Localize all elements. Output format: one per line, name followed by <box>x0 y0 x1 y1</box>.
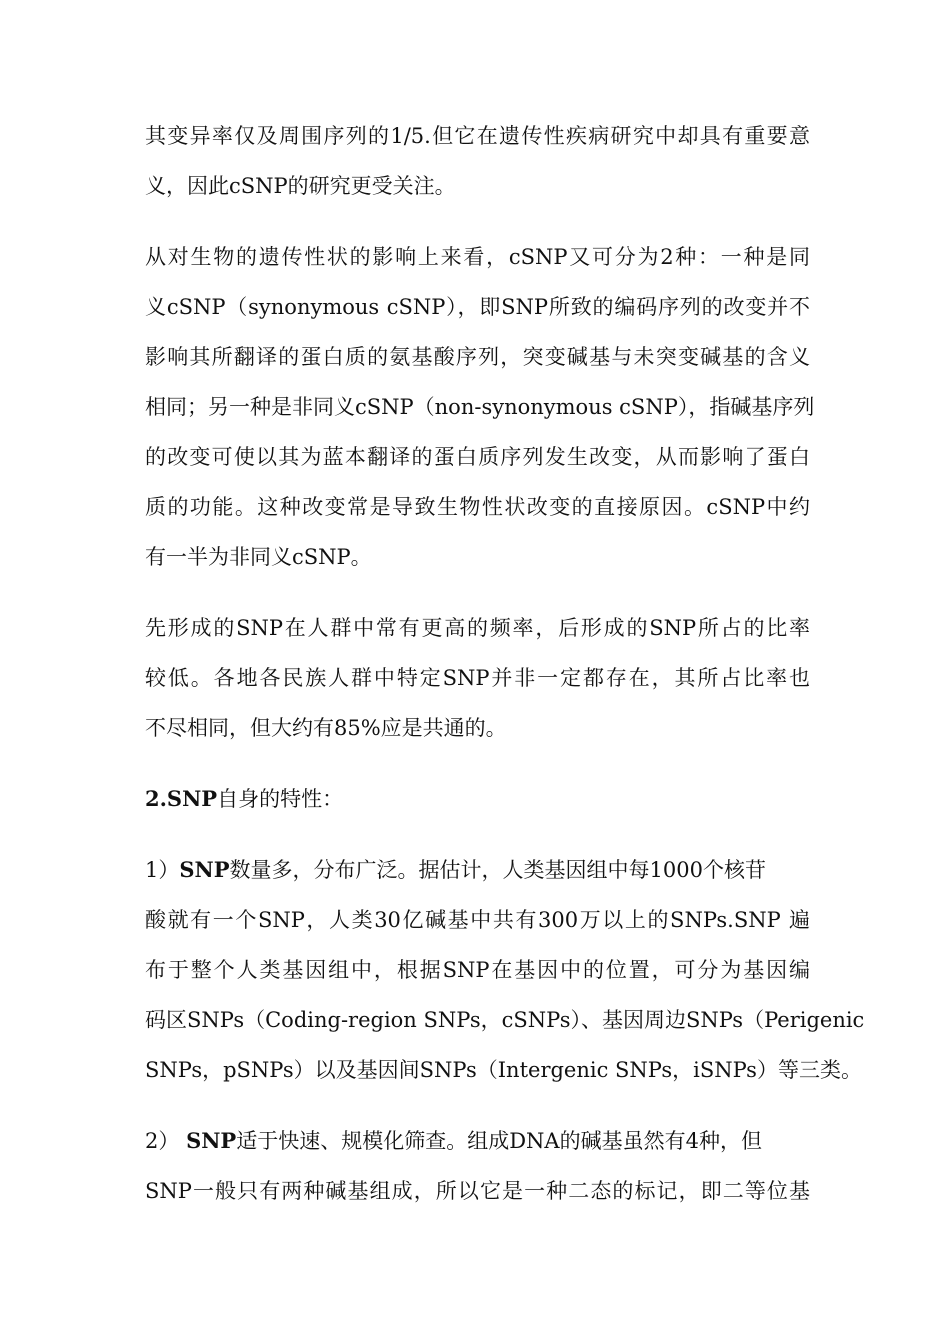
paragraph-1 <box>145 111 810 211</box>
text-line: 义，因此cSNP的研究更受关注。 <box>145 174 456 198</box>
text-line: 相同；另一种是非同义cSNP（non-synonymous cSNP），指碱基序列 <box>145 395 815 419</box>
heading-bold: 2.SNP <box>145 786 218 811</box>
text-line: 从对生物的遗传性状的影响上来看，cSNP又可分为2种：一种是同 <box>145 245 810 269</box>
list-marker: 1） <box>145 858 180 882</box>
text-line: 酸就有一个SNP，人类30亿碱基中共有300万以上的SNPs.SNP 遍 <box>145 908 810 932</box>
text-line: 先形成的SNP在人群中常有更高的频率，后形成的SNP所占的比率 <box>145 616 810 640</box>
paragraph-5 <box>145 1116 810 1216</box>
paragraph-2 <box>145 232 815 582</box>
text-line <box>145 1116 810 1166</box>
text-line: 布于整个人类基因组中，根据SNP在基因中的位置，可分为基因编 <box>145 958 810 982</box>
bold-term: SNP <box>179 857 230 882</box>
list-marker: 2） <box>145 1129 180 1153</box>
text-line: 较低。各地各民族人群中特定SNP并非一定都存在，其所占比率也 <box>145 666 810 690</box>
heading-text: 自身的特性： <box>217 787 344 811</box>
bold-term: SNP <box>186 1128 237 1153</box>
text-line <box>145 845 810 895</box>
paragraph-4 <box>145 845 865 1095</box>
section-heading <box>145 774 810 824</box>
text-line: 其变异率仅及周围序列的1/5.但它在遗传性疾病研究中却具有重要意 <box>145 124 810 148</box>
paragraph-3 <box>145 603 810 753</box>
text-line: 的改变可使以其为蓝本翻译的蛋白质序列发生改变，从而影响了蛋白 <box>145 445 810 469</box>
document-body <box>145 111 865 1237</box>
text-fragment: 适于快速、规模化筛查。组成DNA的碱基虽然有4种，但 <box>236 1129 762 1153</box>
text-line: SNPs，pSNPs）以及基因间SNPs（Intergenic SNPs，iSNPs）等三类。 <box>145 1058 862 1082</box>
text-line: 码区SNPs（Coding-region SNPs，cSNPs）、基因周边SNPs（Perigenic <box>145 1008 865 1032</box>
text-line: SNP一般只有两种碱基组成，所以它是一种二态的标记，即二等位基 <box>145 1179 810 1203</box>
text-line: 义cSNP（synonymous cSNP），即SNP所致的编码序列的改变并不 <box>145 295 810 319</box>
heading-line <box>145 774 810 824</box>
text-fragment: 数量多，分布广泛。据估计，人类基因组中每1000个核苷 <box>229 858 766 882</box>
text-line: 质的功能。这种改变常是导致生物性状改变的直接原因。cSNP中约 <box>145 495 810 519</box>
text-line: 有一半为非同义cSNP。 <box>145 545 372 569</box>
text-line: 影响其所翻译的蛋白质的氨基酸序列，突变碱基与未突变碱基的含义 <box>145 345 810 369</box>
text-line: 不尽相同，但大约有85%应是共通的。 <box>145 716 507 740</box>
